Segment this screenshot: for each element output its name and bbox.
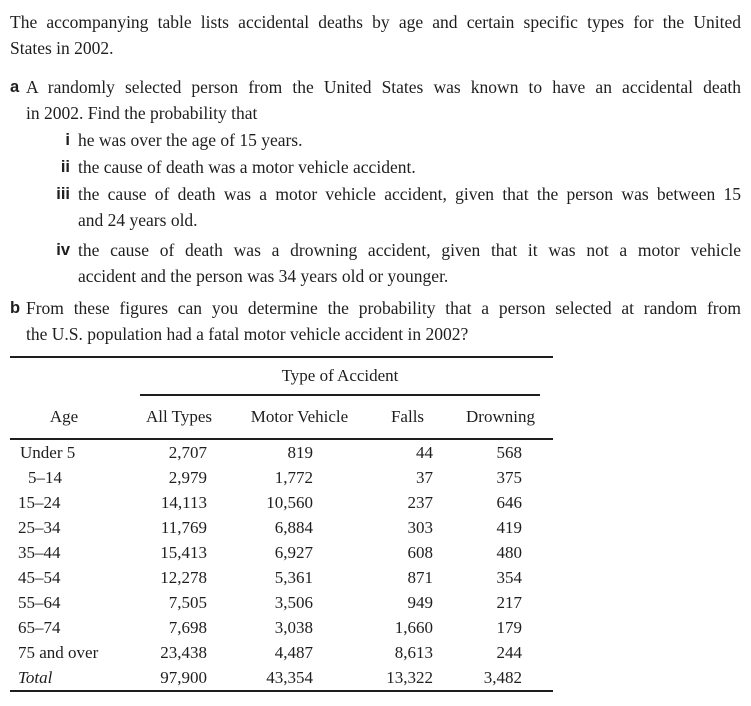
table-cell: 217 [496,593,522,612]
table-body [10,440,553,692]
item-i-text [78,127,741,153]
column-header-motor-vehicle: Motor Vehicle [250,407,349,426]
item-ii [26,154,741,180]
table-cell: 2,707 [168,443,207,462]
row-label: 55–64 [18,593,61,612]
item-i-marker: i [65,131,70,149]
table-header-row [10,396,553,440]
part-a-text [26,74,741,126]
table-cell: 5,361 [274,568,313,587]
table-cell: 949 [407,593,433,612]
row-label: Total [18,668,53,687]
table-cell: 4,487 [274,643,313,662]
text-line: The accompanying table lists accidental deaths by age and certain specific types for the United [10,12,741,32]
item-iv-marker: iv [56,241,70,259]
table-cell: 15,413 [160,543,207,562]
column-header-all-types: All Types [145,407,213,426]
text-line: and 24 years old. [78,210,198,230]
table-cell: 237 [407,493,433,512]
table-cell: 1,660 [394,618,433,637]
column-header-drowning: Drowning [466,407,535,426]
table-cell: 6,927 [274,543,313,562]
item-ii-text [78,154,741,180]
column-header-falls: Falls [390,407,425,426]
table-cell: 10,560 [266,493,313,512]
text-line: the cause of death was a drowning accident, given that it was not a motor vehicle [78,240,741,260]
table-cell: 6,884 [274,518,313,537]
text-line: the U.S. population had a fatal motor vehicle accident in 2002? [26,324,469,344]
text-line: the cause of death was a motor vehicle accident, given that the person was between 15 [78,184,741,204]
table-span-header-row [10,358,553,396]
table-cell: 419 [496,518,522,537]
table-span-header: Type of Accident [281,366,399,385]
table-cell: 7,698 [168,618,207,637]
part-a [10,74,741,289]
text-line: in 2002. Find the probability that [26,103,258,123]
part-b [10,295,741,347]
row-label: 45–54 [18,568,61,587]
row-label: 15–24 [18,493,61,512]
table-cell: 608 [407,543,433,562]
part-a-marker: a [10,78,20,96]
table-cell: 14,113 [160,493,207,512]
part-b-text [26,295,741,347]
table-cell: 354 [496,568,522,587]
table-cell: 3,506 [274,593,313,612]
text-line: he was over the age of 15 years. [78,130,303,150]
span-header-rule [140,394,540,396]
table-cell: 23,438 [160,643,207,662]
table-cell: 375 [496,468,522,487]
table-cell: 13,322 [386,668,433,687]
item-iv [26,237,741,289]
row-label: 65–74 [18,618,61,637]
table-cell: 646 [496,493,522,512]
item-iii-text [78,181,741,233]
item-iv-text [78,237,741,289]
table-cell: 43,354 [266,668,313,687]
table-cell: 12,278 [160,568,207,587]
table-cell: 244 [496,643,522,662]
table-cell: 8,613 [394,643,433,662]
text-line: States in 2002. [10,38,114,58]
intro-text [10,9,741,61]
table-cell: 3,038 [274,618,313,637]
table-cell: 7,505 [168,593,207,612]
text-line: the cause of death was a motor vehicle accident. [78,157,416,177]
table-cell: 97,900 [160,668,207,687]
table-cell: 2,979 [168,468,207,487]
row-label: 25–34 [18,518,61,537]
row-label: 35–44 [18,543,61,562]
text-line: accident and the person was 34 years old or younger. [78,266,449,286]
item-iii-marker: iii [56,185,70,203]
table-cell: 37 [416,468,433,487]
row-label: 5–14 [28,468,62,487]
table-cell: 44 [416,443,433,462]
table-cell: 819 [287,443,313,462]
table-cell: 303 [407,518,433,537]
row-label: Under 5 [20,443,76,462]
row-label: 75 and over [18,643,99,662]
item-iii [26,181,741,233]
table-cell: 480 [496,543,522,562]
table-cell: 871 [407,568,433,587]
intro-paragraph [10,9,741,61]
table-cell: 1,772 [274,468,313,487]
table-cell: 179 [496,618,522,637]
table-cell: 3,482 [483,668,522,687]
accident-table [10,356,553,692]
text-line: From these figures can you determine the probability that a person selected at random from [26,298,741,318]
table-cell: 568 [496,443,522,462]
column-header-age: Age [49,407,79,426]
table-cell: 11,769 [160,518,207,537]
text-line: A randomly selected person from the United States was known to have an accidental death [26,77,741,97]
part-b-marker: b [10,299,21,317]
item-i [26,127,741,153]
item-ii-marker: ii [60,158,70,176]
